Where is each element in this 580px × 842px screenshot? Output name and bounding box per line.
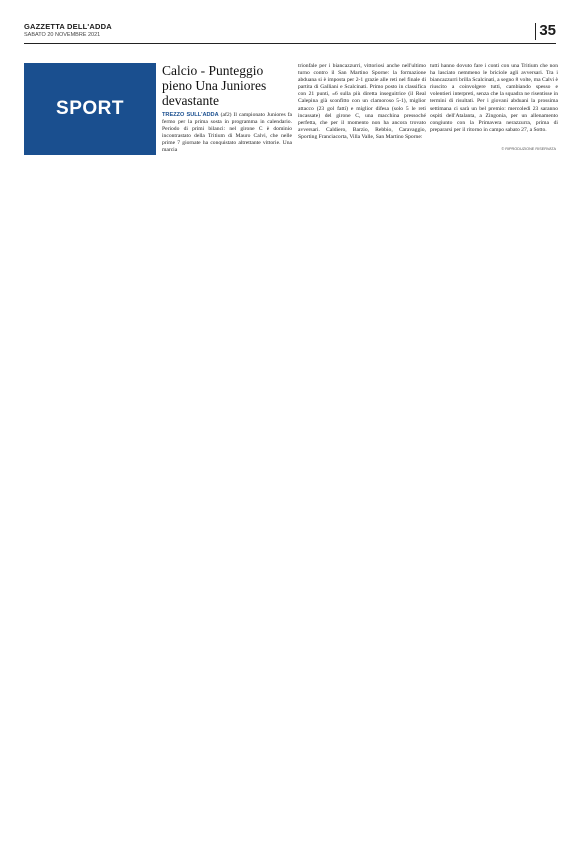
sport-article-lead: TREZZO SULL'ADDA [162,112,219,118]
publication-name: GAZZETTA DELL'ADDA [24,22,112,31]
sport-article-title: Calcio - Punteggio pieno Una Juniores devastante [162,63,267,108]
sport-article [162,63,292,155]
section-label [24,63,156,155]
sport-article-column-2: trionfale per i biancazzurri, vittoriosi anche nell'ultimo turno contro il San Martino Sporne: la formazione abduana si è imposta per 2-1 grazie alle reti nel finale di partita di Galliani e Scalcinati. Primo posto in classifica con 21 punti, «6 sulla più diretta inseguitrice (il Real Calepina già sconfitto con un clamoroso 5-1), miglior attacco (23 gol fatti) e miglior difesa (solo 5 le reti incassate) del girone C, una macchina pressoché perfetta, che per il momento non ha ancora trovato avversari. Caldiero, Barzio, Rebbio, Caravaggio, Sporting Franciacorta, Villa Valle, San Martino Sporne: [298,63,426,140]
page-number: 35 [539,22,556,39]
publication-date: SABATO 20 NOVEMBRE 2021 [24,32,101,38]
page-number-divider [535,23,536,40]
sport-article-credit: © RIPRODUZIONE RISERVATA [501,147,556,151]
masthead [24,22,556,44]
sport-article-column-3: tutti hanno dovuto fare i conti con una Tritium che non ha lasciato nemmeno le briciole agli avversari. Tra i biancazzurri brilla Scalcinati, a segno 8 volte, ma Calvi è riuscito a coinvolgere tutti, cambiando spesso e volentieri interpreti, senza che la squadra ne risentisse in termini di risultati. Per i giovani abduani la prossima settimana ci sarà un bel premio: mercoledì 23 saranno ospiti dell'Atalanta, a Zingonia, per un allenamento congiunto con la Primavera nerazzurra, prima di prepararsi per il ritorno in campo sabato 27, a Sotto. [430,63,558,133]
section-label-text: SPORT [56,98,124,119]
sport-strip [24,63,556,155]
sport-article-lead-text: (af2) Il campionato Juniores fa fermo per la prima sosta in programma in calendario. Periodo di primi bilanci: nel girone C è dominio incontrastato della Tritium di Mauro Calvi, che nelle prime 7 giornate ha conquistato altrettante vittorie. Una marcia [162,112,292,154]
sport-article-body [162,112,292,155]
